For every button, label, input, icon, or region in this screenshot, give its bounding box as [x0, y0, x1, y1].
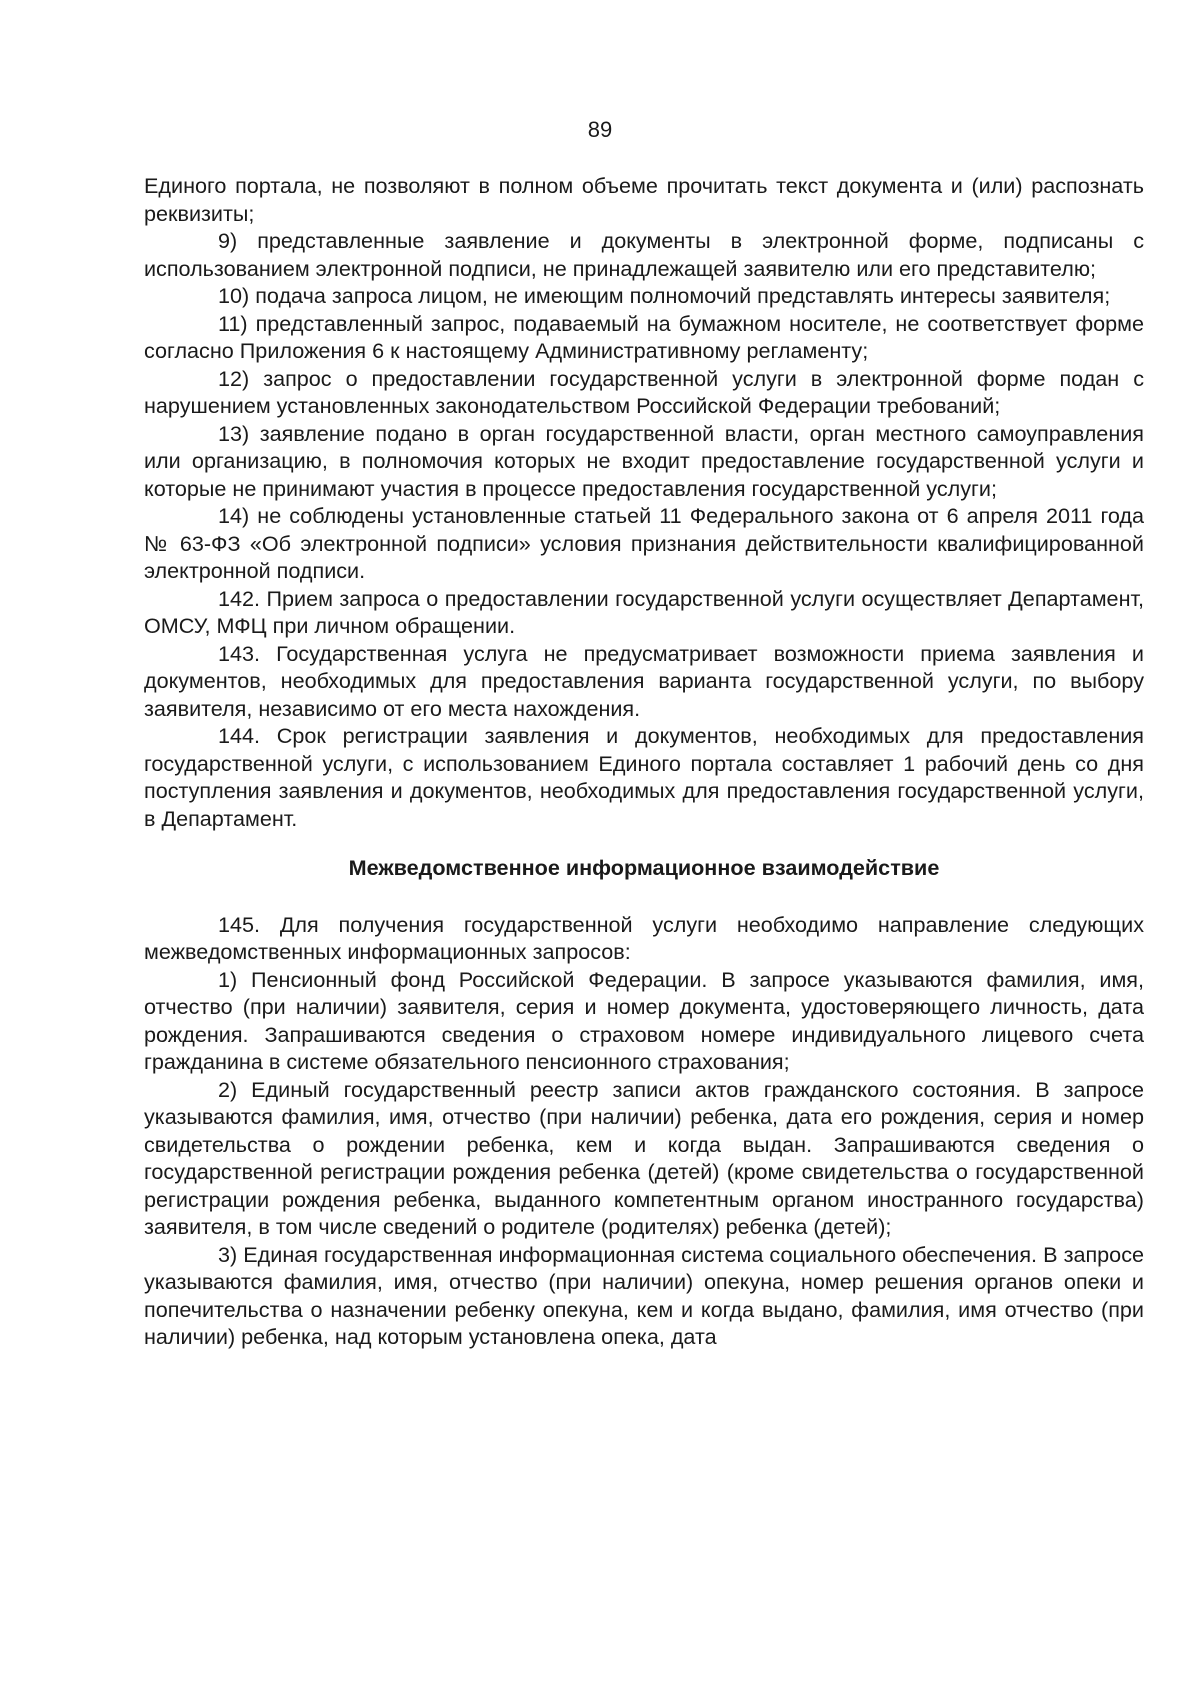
paragraph-text: Прием запроса о предоставлении государственной услуги осуществляет Департамент, ОМСУ, МФЦ при личном обращении. — [144, 585, 1144, 638]
paragraph-text: Для получения государственной услуги необходимо направление следующих межведомственных информационных запросов: — [144, 911, 1144, 964]
paragraph-text: представленный запрос, подаваемый на бумажном носителе, не соответствует форме согласно Приложения 6 к настоящему Административному регламенту; — [144, 310, 1144, 363]
paragraph — [144, 911, 1144, 966]
paragraph-text: заявление подано в орган государственной власти, орган местного самоуправления или организацию, в полномочия которых не входит предоставление государственной услуги и которые не принимают участия в процессе предоставления государственной услуги; — [144, 420, 1144, 501]
paragraph-text: Единого портала, не позволяют в полном объеме прочитать текст документа и (или) распознать реквизиты; — [144, 173, 1144, 226]
paragraph-text: подача запроса лицом, не имеющим полномочий представлять интересы заявителя; — [255, 283, 1111, 308]
paragraph-number: 13) — [218, 420, 250, 446]
paragraph-text: запрос о предоставлении государственной услуги в электронной форме подан с нарушением установленных законодательством Российской Федерации требований; — [144, 365, 1144, 418]
paragraph-text: не соблюдены установленные статьей 11 Федерального закона от 6 апреля 2011 года № 63-ФЗ «Об электронной подписи» условия признания действительности квалифицированной электронной подписи. — [144, 503, 1145, 583]
paragraph — [144, 172, 1144, 227]
paragraph — [144, 282, 1144, 310]
paragraph-number: 1) — [218, 966, 238, 992]
paragraph-number: 12) — [218, 365, 250, 391]
paragraph — [144, 585, 1144, 640]
paragraph-number: 143. — [218, 640, 261, 666]
paragraph-number: 2) — [218, 1076, 238, 1102]
paragraph — [144, 722, 1144, 832]
paragraph-number: 14) — [218, 503, 250, 528]
paragraphs-after-heading — [144, 911, 1144, 1351]
document-body — [144, 172, 1144, 1351]
paragraph-text: Пенсионный фонд Российской Федерации. В запросе указываются фамилия, имя, отчество (при наличии) заявителя, серия и номер документа, удостоверяющего личность, дата рождения. Запрашиваются сведения о страховом номере индивидуального лицевого счета гражданина в системе обязательного пенсионного страхования; — [144, 966, 1144, 1074]
paragraph — [144, 420, 1144, 503]
paragraph — [144, 365, 1144, 420]
paragraph — [144, 227, 1144, 282]
paragraph-number: 145. — [218, 911, 261, 937]
section-heading: Межведомственное информационное взаимодействие — [348, 855, 940, 880]
page-number: 89 — [587, 117, 613, 142]
paragraph — [144, 1076, 1144, 1241]
paragraph-number: 142. — [218, 585, 261, 611]
paragraph-number: 9) — [218, 228, 238, 253]
paragraphs-before-heading — [144, 172, 1144, 832]
paragraph-text: Срок регистрации заявления и документов, необходимых для предоставления государственной услуги, с использованием Единого портала составляет 1 рабочий день со дня поступления заявления и документов, необходимых для предоставления государственной услуги, в Департамент. — [144, 723, 1145, 831]
paragraph-text: Единая государственная информационная система социального обеспечения. В запросе указываются фамилия, имя, отчество (при наличии) опекуна, номер решения органов опеки и попечительства о назначении ребенку опекуна, кем и когда выдано, фамилия, имя отчество (при наличии) ребенка, над которым установлена опека, дата — [144, 1241, 1145, 1349]
paragraph-number: 3) — [218, 1241, 238, 1267]
paragraph-text: Государственная услуга не предусматривает возможности приема заявления и документов, необходимых для предоставления варианта государственной услуги, по выбору заявителя, независимо от его места нахождения. — [144, 640, 1144, 721]
paragraph — [144, 502, 1144, 585]
paragraph — [144, 966, 1144, 1076]
paragraph — [144, 310, 1144, 365]
paragraph-number: 144. — [218, 723, 261, 748]
paragraph-text: Единый государственный реестр записи актов гражданского состояния. В запросе указываются фамилия, имя, отчество (при наличии) ребенка, дата его рождения, серия и номер свидетельства о рождении ребенка, кем и когда выдан. Запрашиваются сведения о государственной регистрации рождения ребенка (детей) (кроме свидетельства о государственной регистрации рождения ребенка, выданного компетентным органом иностранного государства) заявителя, в том числе сведений о родителе (родителях) ребенка (детей); — [144, 1076, 1144, 1239]
paragraph — [144, 640, 1144, 723]
paragraph-number: 10) — [218, 283, 250, 308]
paragraph-text: представленные заявление и документы в электронной форме, подписаны с использованием электронной подписи, не принадлежащей заявителю или его представителю; — [144, 228, 1144, 281]
paragraph-number: 11) — [218, 310, 248, 336]
paragraph — [144, 1241, 1144, 1351]
